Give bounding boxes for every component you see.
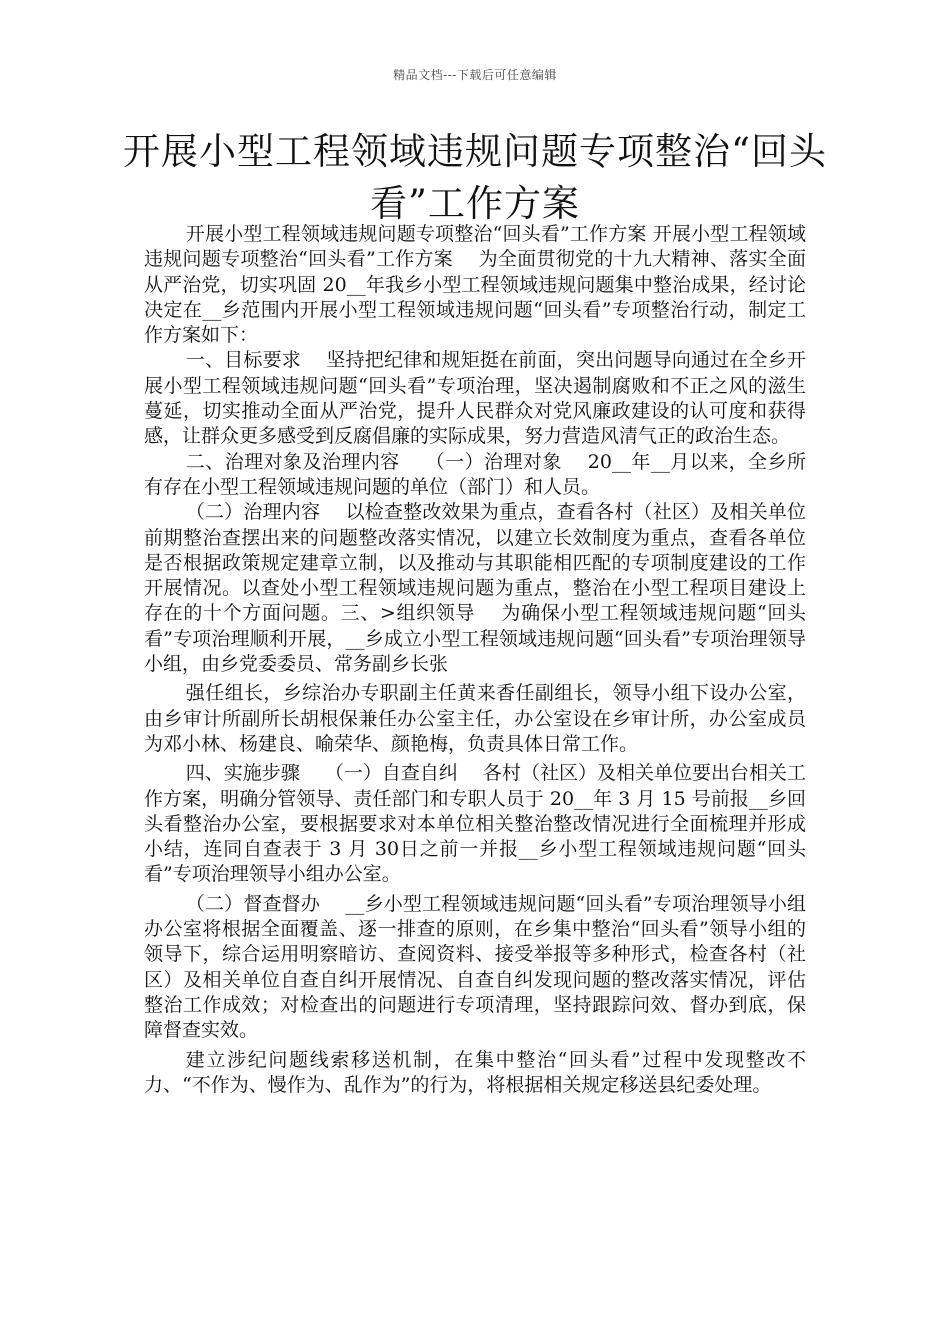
document-title: 开展小型工程领域违规问题专项整治“回头看”工作方案 bbox=[123, 130, 827, 225]
paragraph-goals: 一、目标要求 坚持把纪律和规矩挺在前面，突出问题导向通过在全乡开展小型工程领域违规问题“回头看”专项治理，坚决遏制腐败和不正之风的滋生蔓延，切实推动全面从严治党，提升人民群众对党风廉政建设的认可度和获得感，让群众更多感受到反腐倡廉的实际成果，努力营造风清气正的政治生态。 bbox=[144, 349, 806, 448]
paragraph-intro: 开展小型工程领域违规问题专项整治“回头看”工作方案 开展小型工程领域违规问题专项整治“回头看”工作方案 为全面贯彻党的十九大精神、落实全面从严治党，切实巩固 20__年我乡小型工程领域违规问题集中整治成果，经讨论决定在__乡范围内开展小型工程领域违规问题“回头看”专项整治行动，制定工作方案如下： bbox=[144, 223, 806, 347]
document-body bbox=[144, 222, 806, 1098]
paragraph-supervision: （二）督查督办 __乡小型工程领域违规问题“回头看”专项治理领导小组办公室将根据全面覆盖、逐一排查的原则，在乡集中整治“回头看”领导小组的领导下，综合运用明察暗访、查阅资料、接受举报等多种形式，检查各村（社区）及相关单位自查自纠开展情况、自查自纠发现问题的整改落实情况，评估整治工作成效；对检查出的问题进行专项清理，坚持跟踪问效、督办到底，保障督查实效。 bbox=[144, 892, 806, 1042]
paragraph-targets: 二、治理对象及治理内容 （一）治理对象 20__年__月以来，全乡所有存在小型工程领域违规问题的单位（部门）和人员。 bbox=[144, 450, 806, 498]
paragraph-transfer: 建立涉纪问题线索移送机制，在集中整治“回头看”过程中发现整改不力、“不作为、慢作为、乱作为”的行为，将根据相关规定移送县纪委处理。 bbox=[144, 1048, 806, 1096]
header-note: 精品文档---下载后可任意编辑 bbox=[393, 68, 557, 82]
paragraph-leadership: 强任组长，乡综治办专职副主任黄来香任副组长，领导小组下设办公室，由乡审计所副所长胡根保兼任办公室主任，办公室设在乡审计所，办公室成员为邓小林、杨建良、喻荣华、颜艳梅，负责具体日常工作。 bbox=[144, 682, 806, 755]
paragraph-self-check: 四、实施步骤 （一）自查自纠 各村（社区）及相关单位要出台相关工作方案，明确分管领导、责任部门和专职人员于 20__年 3 月 15 号前报__乡回头看整治办公室，要根据要求对本单位相关整治整改情况进行全面梳理并形成小结，连同自查表于 3 月 30日之前一并报__乡小型工程领域违规问题“回头看”专项治理领导小组办公室。 bbox=[144, 762, 806, 886]
paragraph-content: （二）治理内容 以检查整改效果为重点，查看各村（社区）及相关单位前期整治查摆出来的问题整改落实情况，以建立长效制度为重点，查看各单位是否根据政策规定建章立制，以及推动与其职能相匹配的专项制度建设的工作开展情况。以查处小型工程领域违规问题为重点，整治在小型工程项目建设上存在的十个方面问题。三、>组织领导 为确保小型工程领域违规问题“回头看”专项治理顺利开展，__乡成立小型工程领域违规问题“回头看”专项治理领导小组，由乡党委委员、常务副乡长张 bbox=[144, 501, 806, 676]
